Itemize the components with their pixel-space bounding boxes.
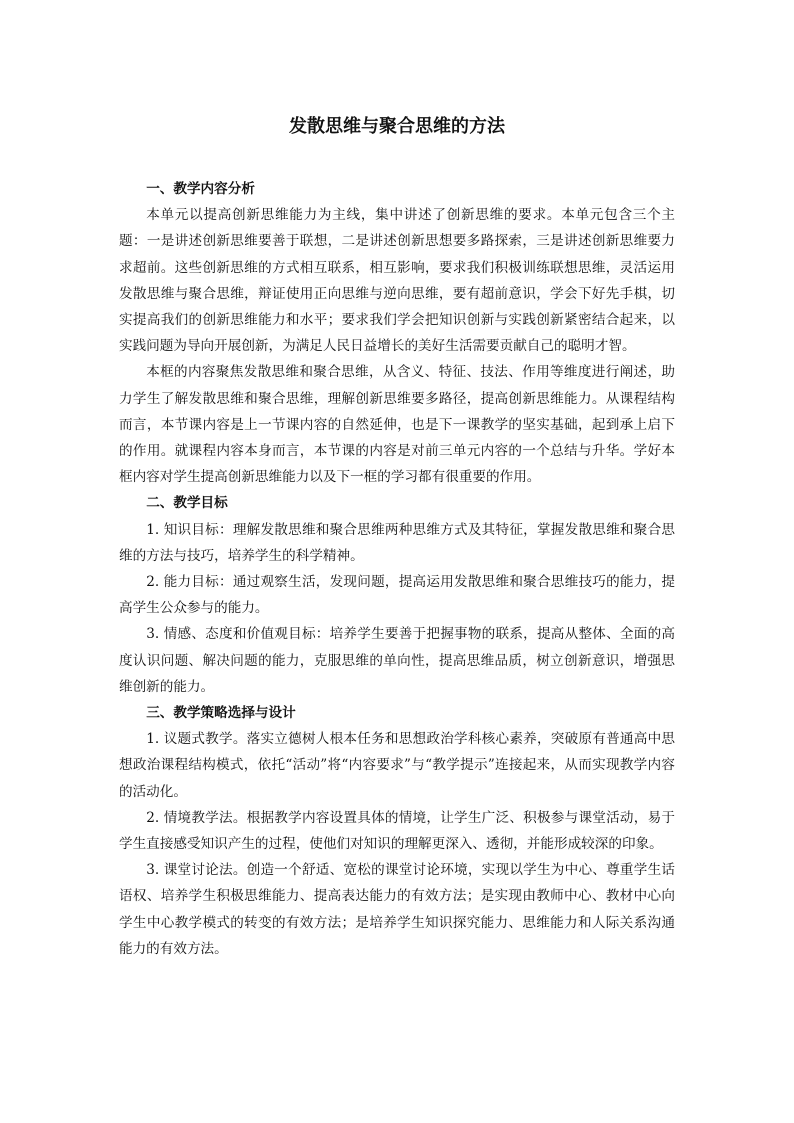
paragraph: 2. 能力目标：通过观察生活，发现问题，提高运用发散思维和聚合思维技巧的能力，提高学生公众参与的能力。	[119, 574, 675, 617]
paragraph: 本单元以提高创新思维能力为主线，集中讲述了创新思维的要求。本单元包含三个主题：一是讲述创新思维要善于联想，二是讲述创新思想要多路探索，三是讲述创新思维要力求超前。这些创新思维的方式相互联系，相互影响，要求我们积极训练联想思维，灵活运用发散思维与聚合思维，辩证使用正向思维与逆向思维，要有超前意识，学会下好先手棋，切实提高我们的创新思维能力和水平；要求我们学会把知识创新与实践创新紧密结合起来，以实践问题为导向开展创新，为满足人民日益增长的美好生活需要贡献自己的聪明才智。	[119, 207, 675, 355]
paragraph: 1. 议题式教学。落实立德树人根本任务和思想政治学科核心素养，突破原有普通高中思想政治课程结构模式，依托“活动”将“内容要求”与“教学提示”连接起来，从而实现教学内容的活动化。	[119, 731, 675, 800]
paragraph: 1. 知识目标：理解发散思维和聚合思维两种思维方式及其特征，掌握发散思维和聚合思维的方法与技巧，培养学生的科学精神。	[119, 521, 675, 564]
document-body	[119, 176, 675, 962]
section-heading: 三、教学策略选择与设计	[146, 705, 296, 722]
section-teaching-strategy	[119, 700, 675, 962]
paragraph: 本框的内容聚焦发散思维和聚合思维，从含义、特征、技法、作用等维度进行阐述，助力学生了解发散思维和聚合思维，理解创新思维要多路径，提高创新思维能力。从课程结构而言，本节课内容是上一节课内容的自然延伸，也是下一课教学的坚实基础，起到承上启下的作用。就课程内容本身而言，本节课的内容是对前三单元内容的一个总结与升华。学好本框内容对学生提高创新思维能力以及下一框的学习都有很重要的作用。	[119, 364, 675, 486]
section-heading: 二、教学目标	[146, 495, 228, 512]
paragraph: 3. 情感、态度和价值观目标：培养学生要善于把握事物的联系，提高从整体、全面的高度认识问题、解决问题的能力，克服思维的单向性，提高思维品质，树立创新意识，增强思维创新的能力。	[119, 626, 675, 695]
section-heading: 一、教学内容分析	[146, 181, 255, 197]
section-teaching-objectives	[119, 490, 675, 700]
paragraph: 2. 情境教学法。根据教学内容设置具体的情境，让学生广泛、积极参与课堂活动，易于学生直接感受知识产生的过程，使他们对知识的理解更深入、透彻，并能形成较深的印象。	[119, 809, 675, 853]
document-title: 发散思维与聚合思维的方法	[289, 116, 505, 137]
section-content-analysis	[119, 176, 675, 490]
paragraph: 3. 课堂讨论法。创造一个舒适、宽松的课堂讨论环境，实现以学生为中心、尊重学生话语权、培养学生积极思维能力、提高表达能力的有效方法；是实现由教师中心、教材中心向学生中心教学模式的转变的有效方法；是培养学生知识探究能力、思维能力和人际关系沟通能力的有效方法。	[119, 862, 675, 957]
